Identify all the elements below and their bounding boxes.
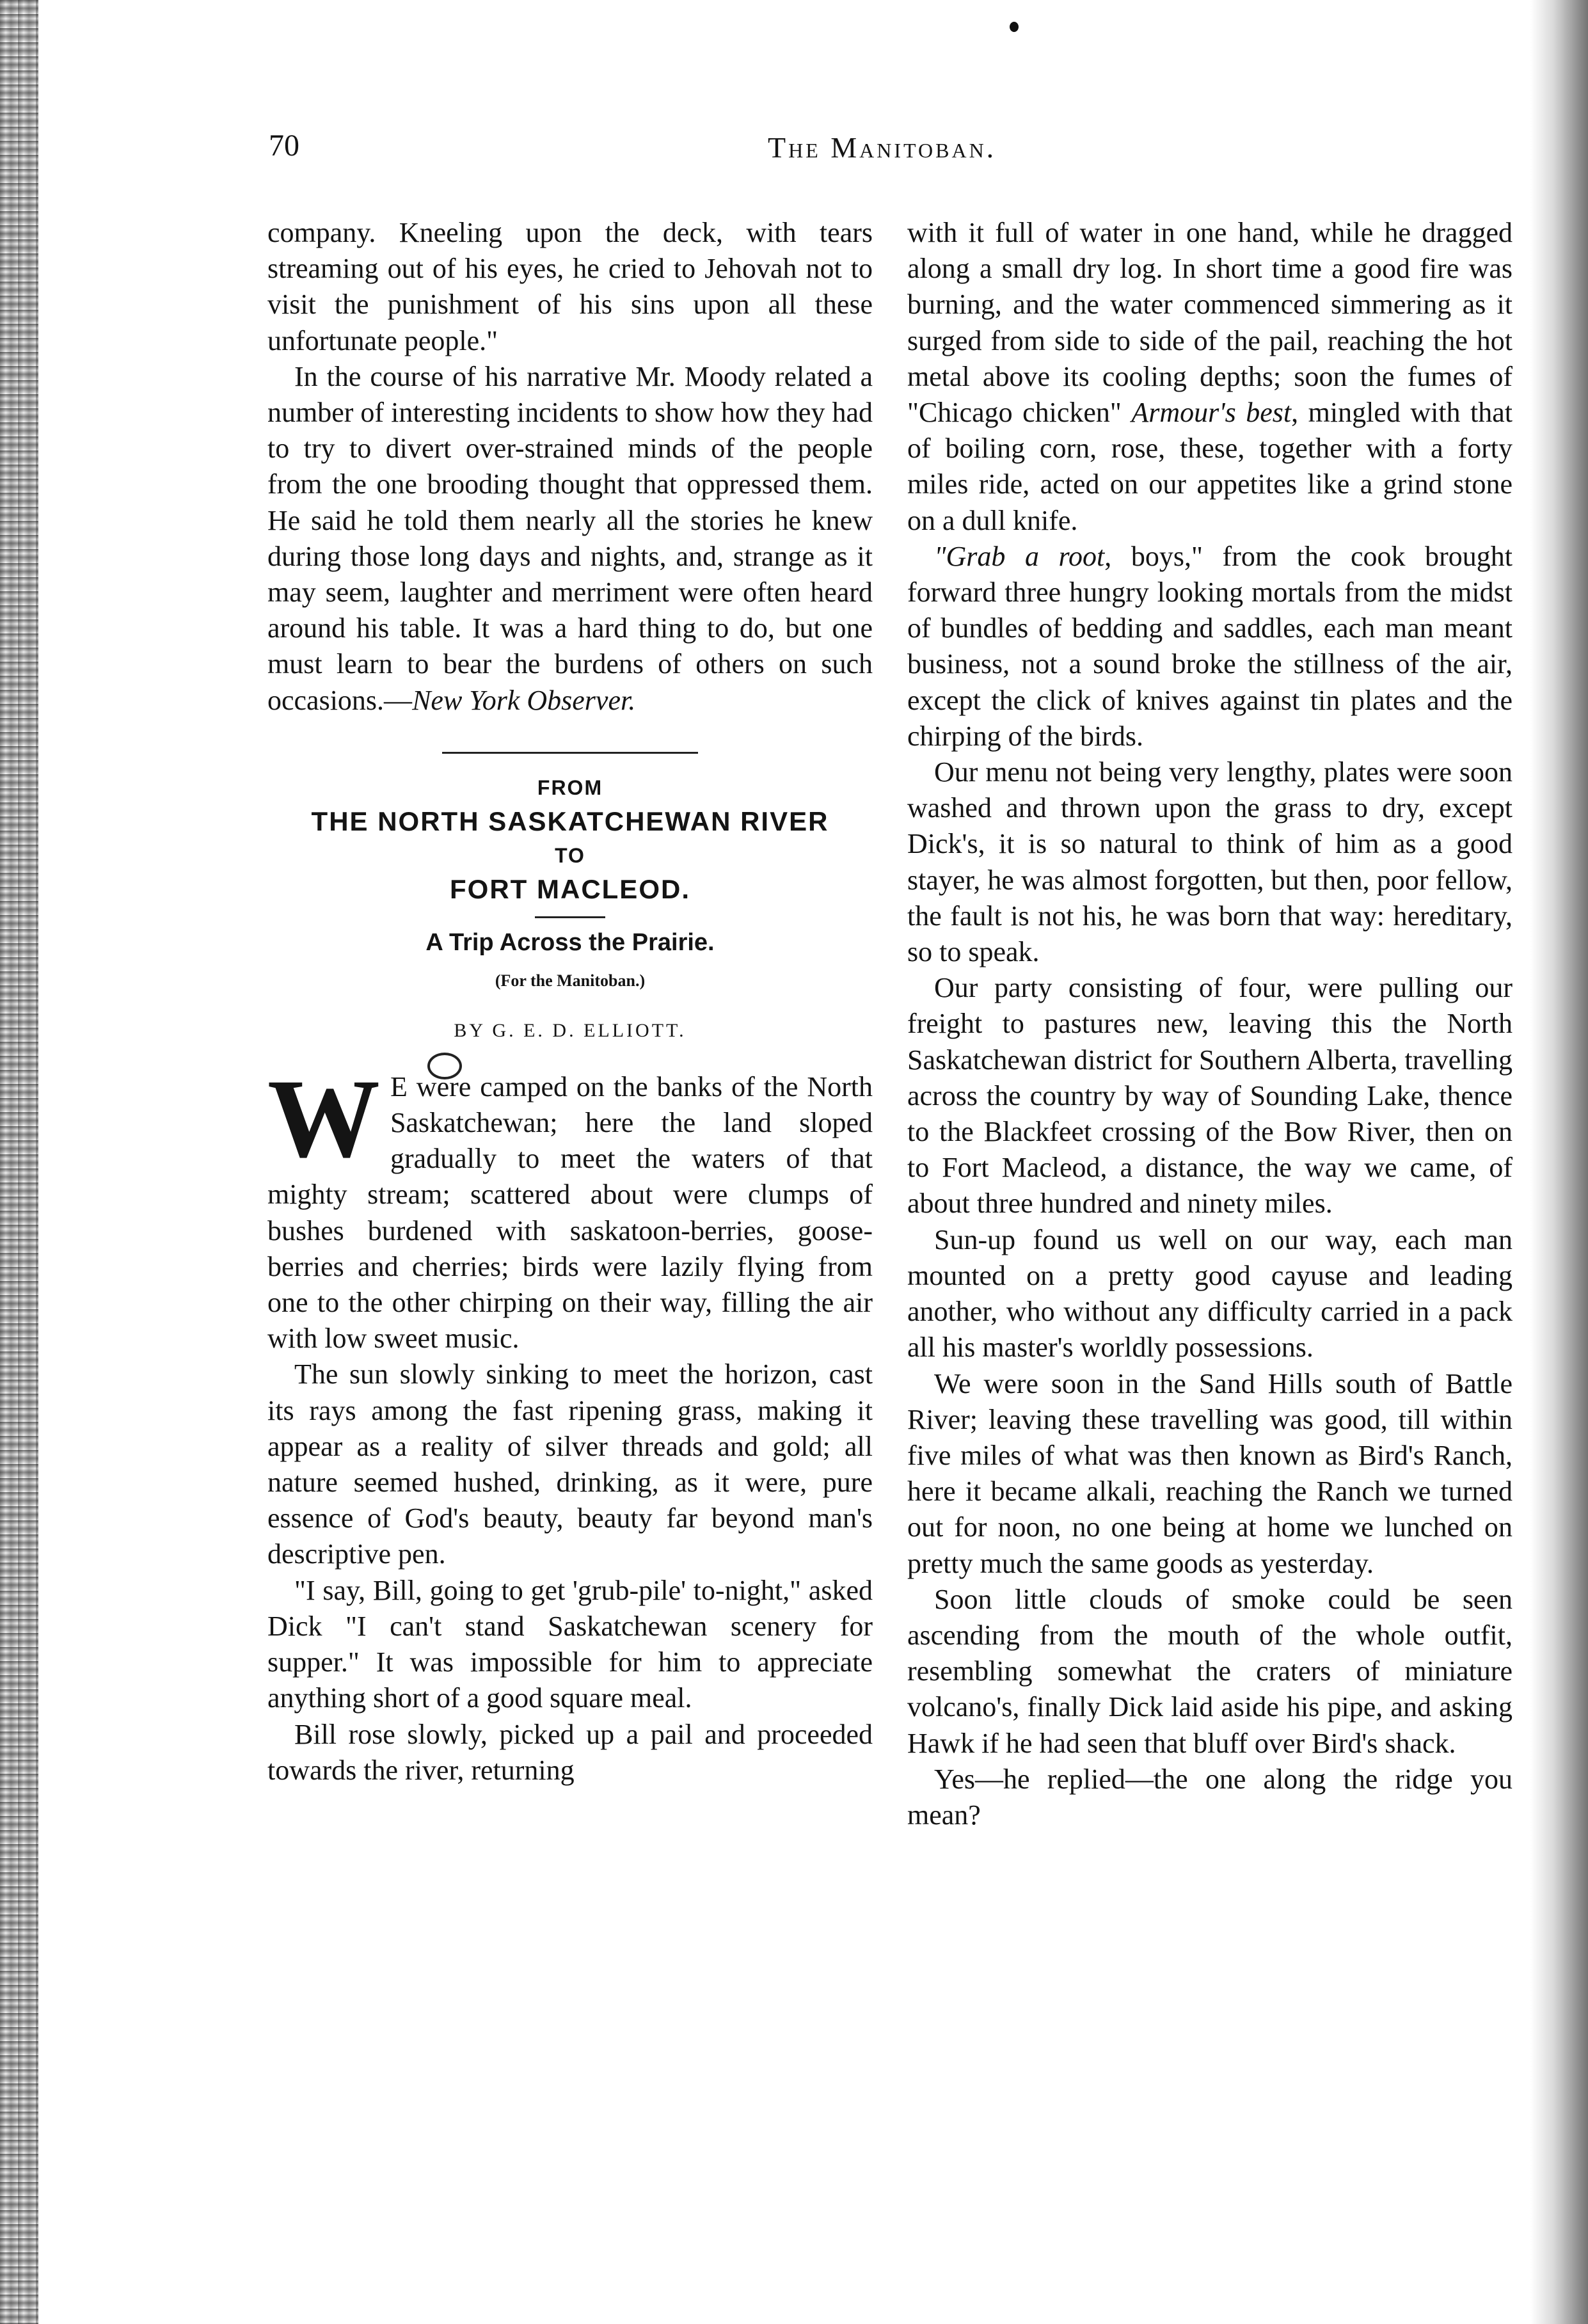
paragraph: Yes—he replied—the one along the ridge you mean?	[907, 1763, 1513, 1831]
section-divider	[442, 752, 698, 754]
paragraph: Soon little clouds of smoke could be seen ascending from the mouth of the whole outfit, resembling somewhat the craters of miniature volcano's, finally Dick laid aside his pipe, and asking Hawk if he had seen that bluff over Bird's shack.	[907, 1583, 1513, 1759]
paragraph	[907, 539, 1513, 754]
paragraph-text: In the course of his narrative Mr. Moody related a number of interesting incidents to show how they had to try to divert over-strained minds of the people from the one brooding thought that oppressed them. He said he told them nearly all the stories he knew during those long days and nights, and, strange as it may seem, laughter and merriment were often heard around his table. It was a hard thing to do, but one must learn to bear the burdens of others on such occasions.—	[267, 360, 873, 716]
article-title-line-1: THE NORTH SASKATCHEWAN RIVER	[311, 806, 829, 836]
scan-edge-left	[0, 0, 38, 2324]
drop-cap	[267, 1056, 380, 1181]
running-title: The Manitoban.	[768, 131, 997, 164]
paragraph: Sun-up found us well on our way, each man mounted on a pretty good cayuse and leading another, who without any difficulty carried in a pack all his master's worldly possessions.	[907, 1223, 1513, 1364]
page-number: 70	[269, 129, 299, 163]
drop-cap-letter: W	[267, 1056, 380, 1181]
paragraph	[907, 215, 1513, 539]
article-title-line-2: FORT MACLEOD.	[450, 873, 690, 904]
heading-to: TO	[555, 843, 585, 867]
paragraph-text: , boys," from the cook brought forward three hungry looking mortals from the midst of bundles of bedding and saddles, each man meant business, not a sound broke the stillness of the air, except the click of knives against tin plates and the chirping of the birds.	[907, 540, 1513, 752]
byline: BY G. E. D. ELLIOTT.	[454, 1019, 687, 1041]
article-subtitle: A Trip Across the Prairie.	[425, 928, 715, 956]
attribution: New York Observer.	[412, 684, 636, 716]
paragraph-text: E were camped on the banks of the North Saskatchewan; here the land sloped gradually to meet the waters of that mighty stream; scattered about were clumps of bushes burdened with saskatoon-berries, goose-berries and cherries; birds were lazily flying from one to the other chirping on their way, filling the air with low sweet music.	[267, 1070, 873, 1355]
heading-from: FROM	[537, 776, 603, 799]
title-divider	[535, 916, 605, 918]
right-column	[907, 215, 1513, 1833]
paragraph: The sun slowly sinking to meet the horizon, cast its rays among the fast ripening grass, making it appear as a reality of silver threads and gold; all nature seemed hushed, drinking, as it were, pure essence of God's beauty, beauty far beyond man's descriptive pen.	[267, 1358, 873, 1570]
scan-edge-right	[1530, 0, 1588, 2324]
italic-text: Armour's best	[1131, 397, 1292, 429]
italic-text: "Grab a root	[934, 540, 1105, 572]
paragraph	[267, 359, 873, 719]
paragraph-text: with it full of water in one hand, while he dragged along a small dry log. In short time a good fire was burning, and the water commenced simmering as it surged from side to side of the pail, reaching the hot metal above its cooling depths; soon the fumes of "Chicago chicken"	[907, 217, 1513, 429]
paragraph: Our party consisting of four, were pulling our freight to pastures new, leaving this the North Saskatchewan district for Southern Alberta, travelling across the country by way of Sounding Lake, thence to the Blackfeet crossing of the Bow River, then on to Fort Macleod, a distance, the way we came, of about three hundred and ninety miles.	[907, 972, 1513, 1220]
paragraph: company. Kneeling upon the deck, with tears streaming out of his eyes, he cried to Jehovah not to visit the punishment of his sins upon all these unfortunate people."	[267, 217, 873, 356]
paragraph	[267, 1056, 873, 1357]
left-column	[267, 215, 873, 1788]
paragraph-text: , mingled with that of boiling corn, rose, these, together with a forty miles ride, acted on our appetites like a grind stone on a dull knife.	[907, 397, 1513, 536]
drop-cap-swash-icon	[427, 1053, 462, 1079]
ink-speck	[1010, 22, 1019, 32]
article-note: (For the Manitoban.)	[495, 971, 646, 990]
paragraph: We were soon in the Sand Hills south of Battle River; leaving these travelling was good, till within five miles of what was then known as Bird's Ranch, here it became alkali, reaching the Ranch we turned out for noon, no one being at home we lunched on pretty much the same goods as yesterday.	[907, 1367, 1513, 1579]
running-head	[269, 128, 1523, 179]
paragraph: Bill rose slowly, picked up a pail and proceeded towards the river, returning	[267, 1718, 873, 1786]
paragraph: "I say, Bill, going to get 'grub-pile' to-night," asked Dick "I can't stand Saskatchewan scenery for supper." It was impossible for him to appreciate anything short of a good square meal.	[267, 1574, 873, 1714]
paragraph: Our menu not being very lengthy, plates were soon washed and thrown upon the grass to dry, except Dick's, it is so natural to think of him as a good stayer, he was almost forgotten, but then, poor fellow, the fault is not his, he was born that way: hereditary, so to speak.	[907, 756, 1513, 968]
